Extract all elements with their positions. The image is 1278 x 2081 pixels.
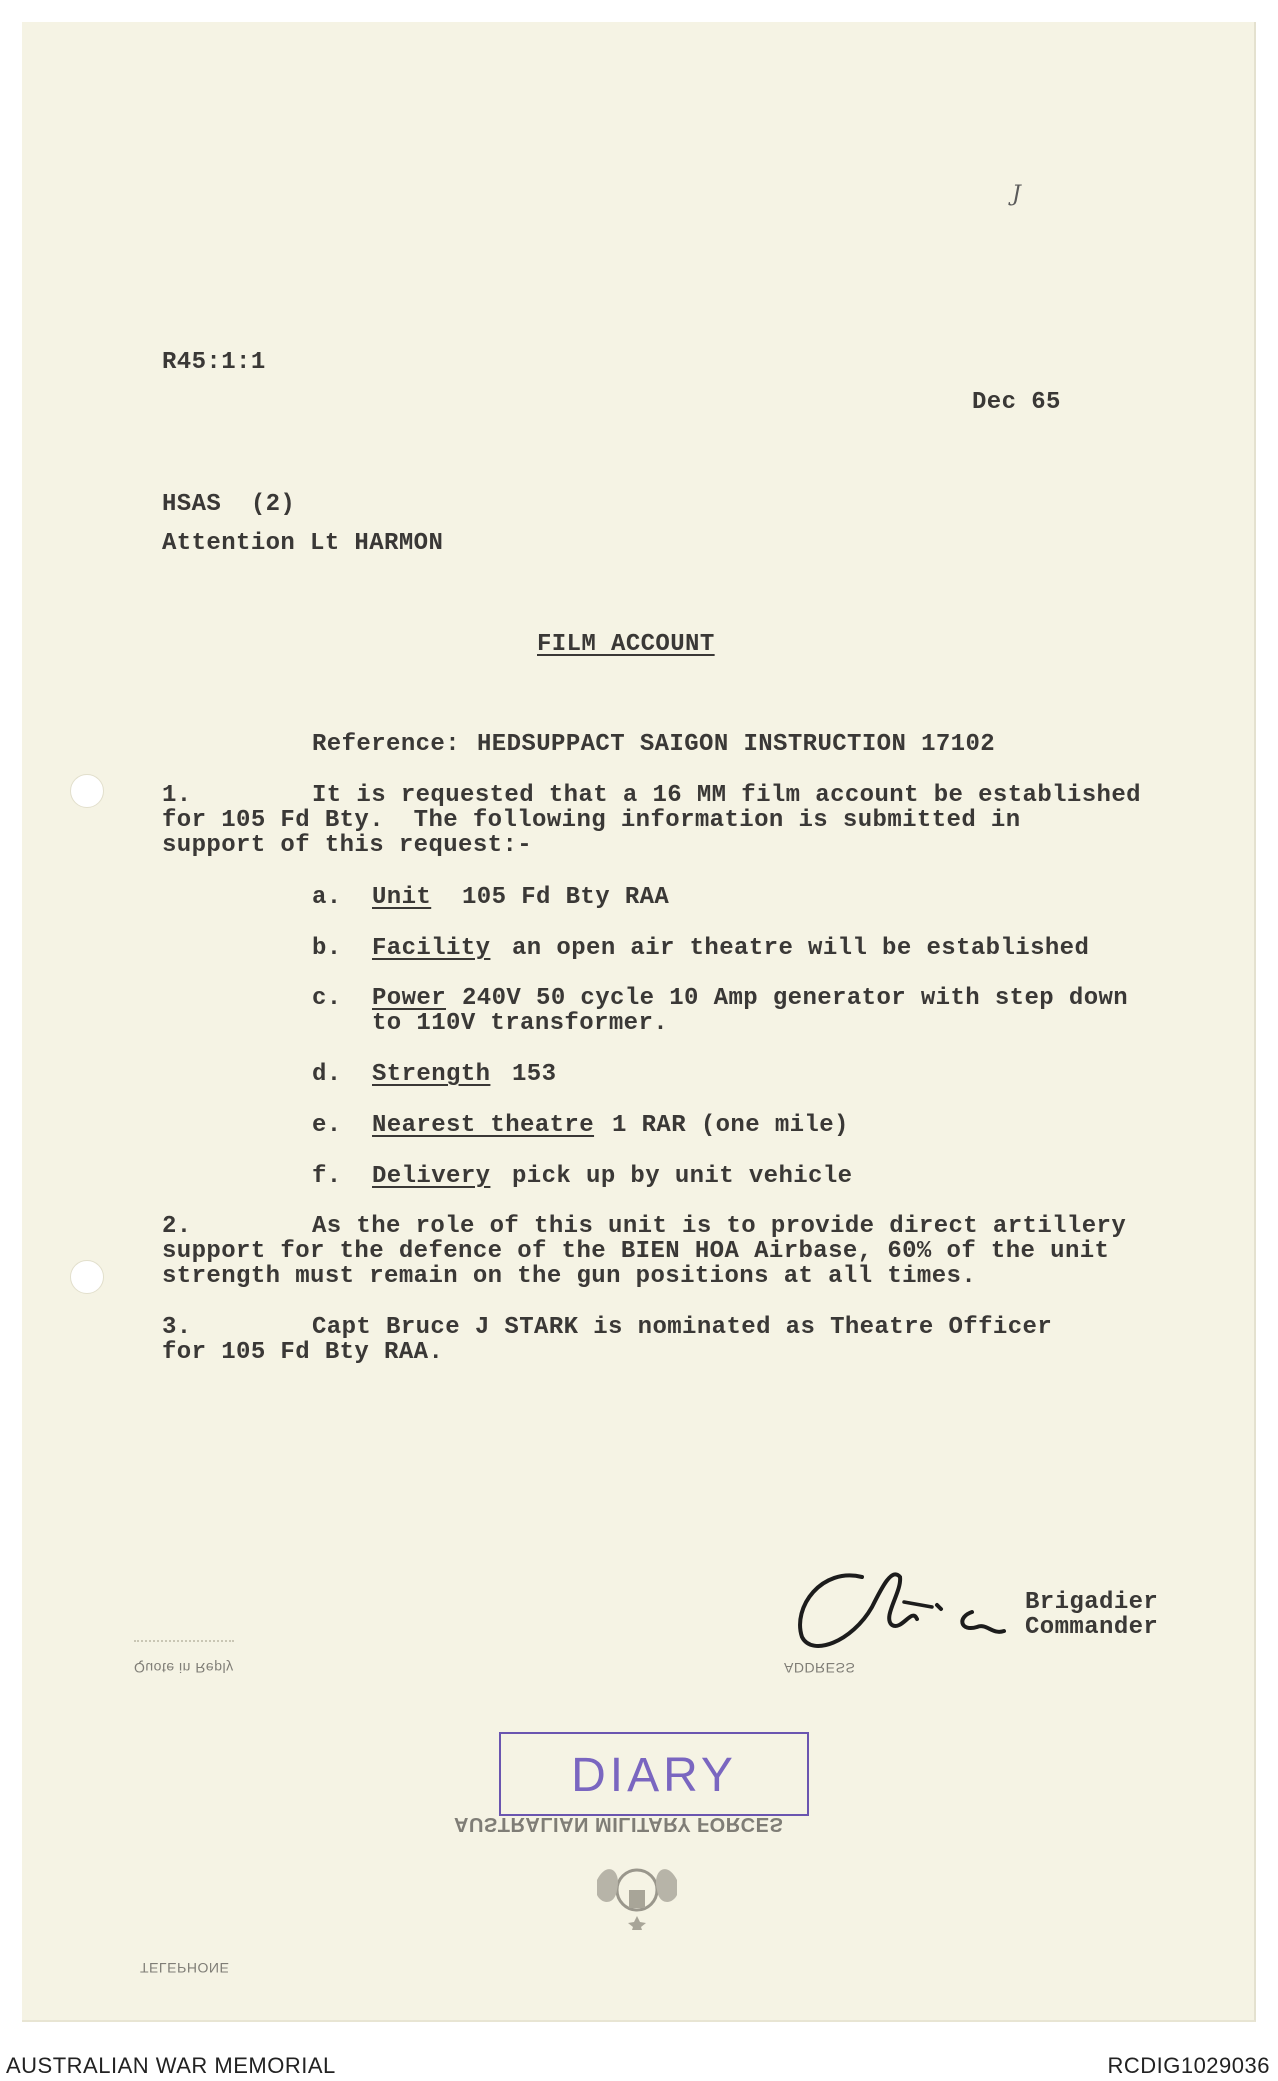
item-label: Power [372,985,447,1012]
signature [782,1547,1022,1667]
addressee: HSAS (2) [162,491,296,518]
item-letter: a. [312,884,342,911]
document-page [22,22,1256,2022]
item-text-continued: to 110V transformer. [372,1010,669,1037]
para3-line: Capt Bruce J STARK is nominated as Theatre Officer [312,1314,1053,1341]
item-letter: d. [312,1061,342,1088]
para3-line: for 105 Fd Bty RAA. [162,1339,444,1366]
para2-line: As the role of this unit is to provide direct artillery [312,1213,1127,1240]
para2-line: support for the defence of the BIEN HOA Airbase, 60% of the unit [162,1238,1110,1265]
coat-of-arms-icon [577,1850,697,1930]
punch-hole-top [70,774,104,808]
item-text: 240V 50 cycle 10 Amp generator with step down [462,985,1129,1012]
handwritten-mark: J [1012,182,1021,207]
para1-number: 1. [162,782,192,809]
para1-line: for 105 Fd Bty. The following information is submitted in [162,807,1021,834]
item-text: pick up by unit vehicle [512,1163,853,1190]
signature-role: Commander [1025,1614,1159,1641]
quote-in-reply-text: Quote in Reply [134,1660,234,1676]
letter-date: Dec 65 [972,389,1061,416]
punch-hole-bottom [70,1260,104,1294]
reference-label: Reference: [312,731,461,758]
item-letter: c. [312,985,342,1012]
telephone-text: TELEPHONE [140,1960,230,1976]
item-text: 1 RAR (one mile) [612,1112,849,1139]
stamp-text: DIARY [571,1749,737,1802]
footer-right: RCDIG1029036 [1107,2053,1270,2078]
item-text: 105 Fd Bty RAA [462,884,670,911]
organisation-text: AUSTRALIAN MILITARY FORCES [454,1813,784,1835]
signature-rank: Brigadier [1025,1589,1159,1616]
item-label: Facility [372,935,491,962]
para2-number: 2. [162,1213,192,1240]
item-text: 153 [512,1061,557,1088]
diary-stamp [499,1732,809,1816]
para1-line: support of this request:- [162,832,533,859]
footer-left: AUSTRALIAN WAR MEMORIAL [6,2053,336,2078]
item-text: an open air theatre will be established [512,935,1090,962]
item-letter: f. [312,1163,342,1190]
para1-line: It is requested that a 16 MM film account be established [312,782,1141,809]
attention-line: Attention Lt HARMON [162,530,444,557]
file-reference: R45:1:1 [162,349,266,376]
item-label: Delivery [372,1163,491,1190]
quote-in-reply-line [134,1640,234,1642]
address-text: ADDRESS [784,1660,856,1676]
para2-line: strength must remain on the gun positions at all times. [162,1263,977,1290]
document-title: FILM ACCOUNT [537,631,715,658]
item-label: Nearest theatre [372,1112,595,1139]
item-letter: b. [312,935,342,962]
item-label: Unit [372,884,432,911]
item-label: Strength [372,1061,491,1088]
item-letter: e. [312,1112,342,1139]
reference-text: HEDSUPPACT SAIGON INSTRUCTION 17102 [477,731,996,758]
para3-number: 3. [162,1314,192,1341]
